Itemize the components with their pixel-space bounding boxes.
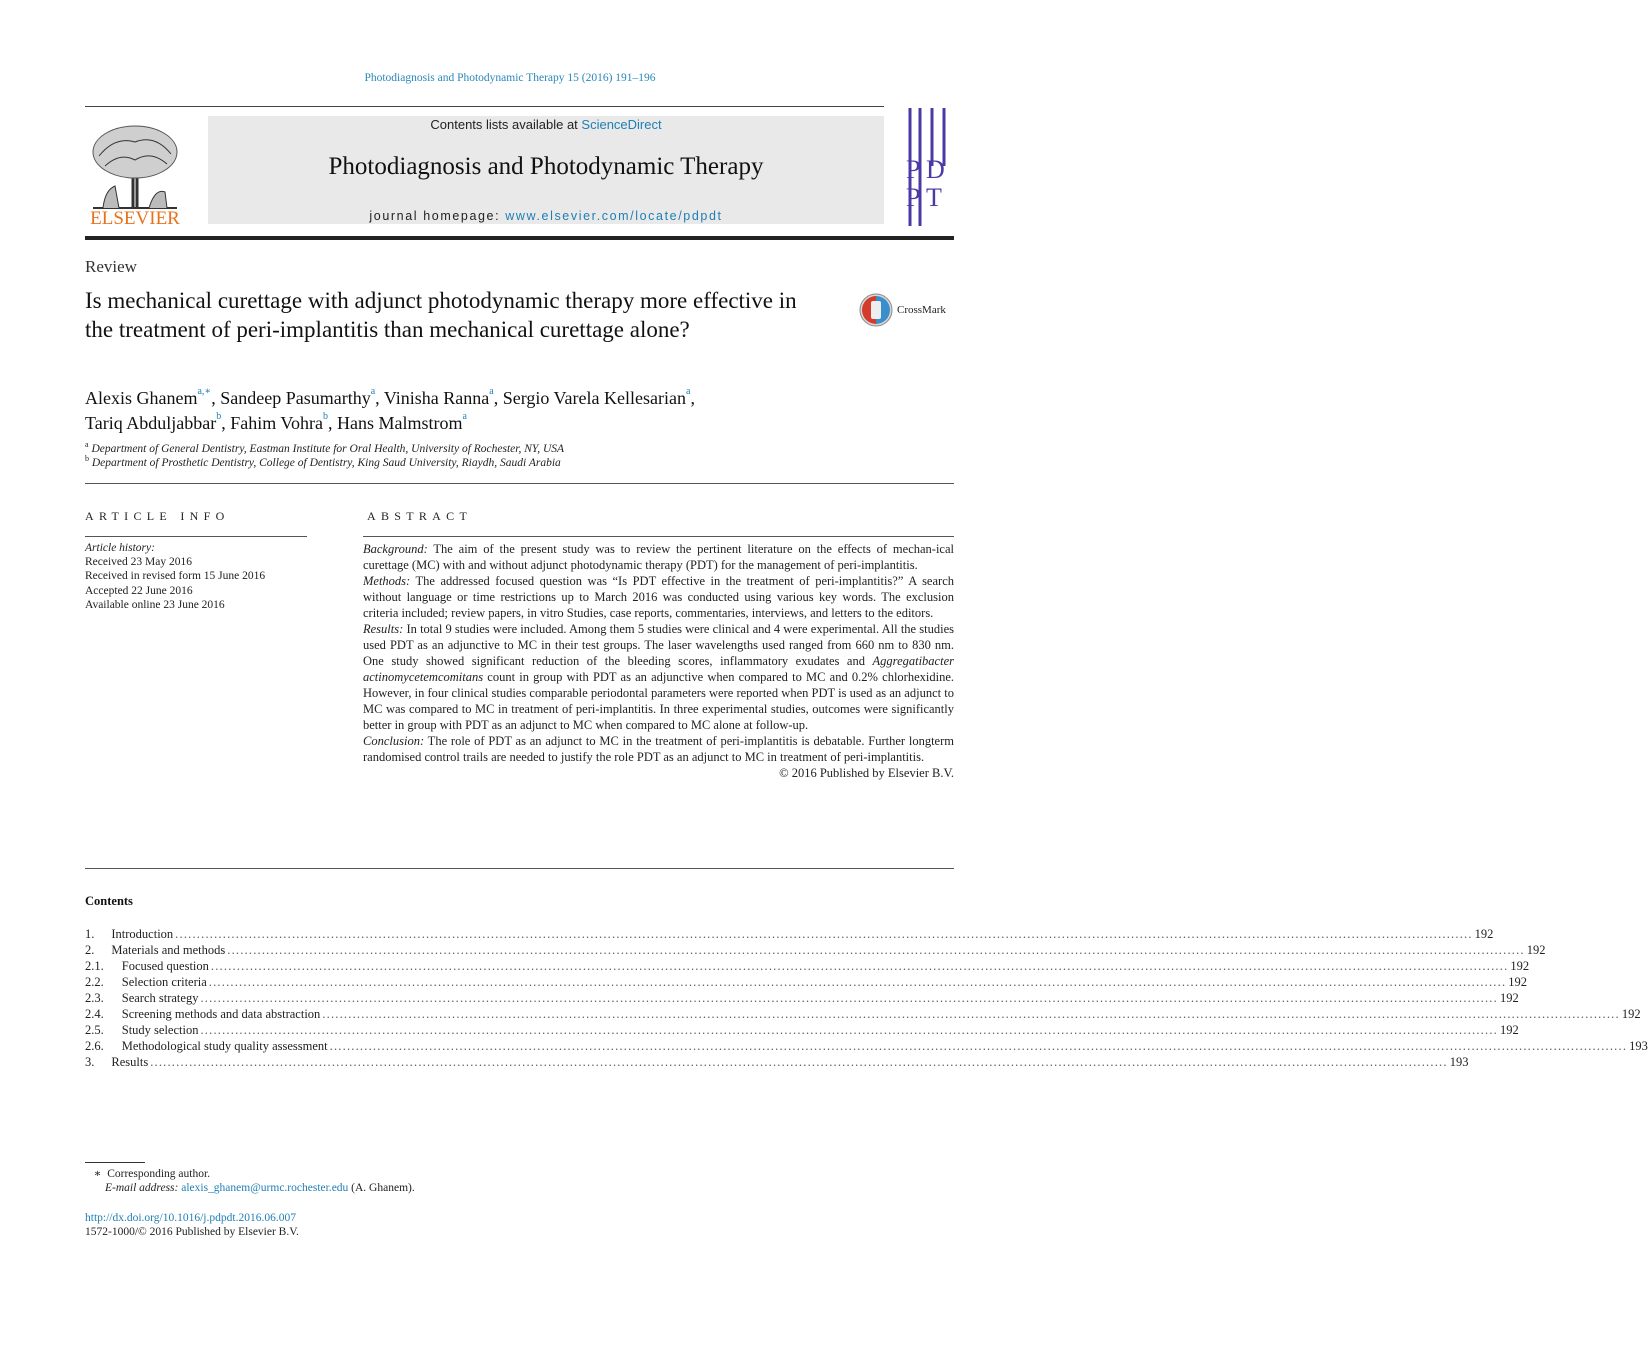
toc-entry[interactable]: 3. Results ............................................................................................................................................................................................................................................................................................................ 193 bbox=[85, 1055, 1469, 1069]
abstract-body bbox=[363, 541, 954, 781]
contents-availability bbox=[208, 117, 884, 132]
elsevier-wordmark: ELSEVIER bbox=[90, 208, 180, 229]
affiliation-b: $^b$ Department of Prosthetic Dentistry, College of Dentistry, King Saud University, Riaydh, Saudi Arabia bbox=[85, 454, 561, 469]
article-title: Is mechanical curettage with adjunct photodynamic therapy more effective in the treatment of peri-implantitis than mechanical curettage alone? bbox=[85, 288, 797, 342]
header-rule bbox=[85, 106, 884, 107]
contents-rule bbox=[85, 868, 954, 869]
table-of-contents bbox=[85, 926, 1648, 1070]
author-4[interactable]: Sergio Varela Kellesarian$^a$, bbox=[502, 386, 695, 408]
author-5[interactable]: Tariq Abduljabbar$^b$, bbox=[85, 411, 231, 433]
elsevier-logo[interactable] bbox=[85, 116, 185, 229]
toc-entry[interactable]: 2.6. Methodological study quality assessment ............................................................................................................................................................................................................................................................................................................ 193 bbox=[85, 1039, 1648, 1053]
email-footnote: E-mail address: alexis_ghanem@urmc.rochester.edu (A. Ghanem). bbox=[105, 1182, 415, 1194]
article-info-rule bbox=[85, 536, 307, 537]
article-history bbox=[85, 541, 315, 612]
history-received: Received 23 May 2016 bbox=[85, 556, 192, 569]
crossmark-badge[interactable] bbox=[858, 290, 958, 330]
toc-entry[interactable]: 2. Materials and methods ............................................................................................................................................................................................................................................................................................................ 192 bbox=[85, 943, 1546, 957]
author-7[interactable]: Hans Malmstrom$^a$ bbox=[337, 411, 467, 433]
crossmark-icon bbox=[858, 292, 894, 328]
doi-link[interactable]: http://dx.doi.org/10.1016/j.pdpdt.2016.06.007 bbox=[85, 1212, 296, 1224]
header-thick-rule bbox=[85, 236, 954, 240]
email-link[interactable]: alexis_ghanem@urmc.rochester.edu bbox=[181, 1182, 349, 1194]
section-rule bbox=[85, 483, 954, 484]
toc-leader: ............................................................................................................................................................................................................................................................................................................ bbox=[200, 991, 1498, 1005]
toc-leader: ............................................................................................................................................................................................................................................................................................................ bbox=[227, 943, 1525, 957]
toc-leader: ............................................................................................................................................................................................................................................................................................................ bbox=[150, 1055, 1448, 1069]
toc-entry[interactable]: 2.3. Search strategy ............................................................................................................................................................................................................................................................................................................ 192 bbox=[85, 991, 1519, 1005]
pdpt-letter-1: P bbox=[906, 155, 921, 184]
issn-line: 1572-1000/© 2016 Published by Elsevier B.V. bbox=[85, 1226, 299, 1238]
history-revised: Received in revised form 15 June 2016 bbox=[85, 570, 266, 583]
journal-name: Photodiagnosis and Photodynamic Therapy bbox=[328, 153, 764, 180]
toc-entry[interactable]: 2.2. Selection criteria ............................................................................................................................................................................................................................................................................................................ 192 bbox=[85, 975, 1528, 989]
abstract-results: Results: In total 9 studies were included. Among them 5 studies were clinical and 4 were experimental. All the studies used PDT as an adjunctive to MC in their test groups. The laser wavelengths used ranged from 660 nm to 830 nm. One study showed significant reduction of the bleeding scores, inflammatory exudates and Aggregatibacter actinomycetemcomitans count in group with PDT as an adjunctive when compared to MC and 0.2% chlorhexidine. However, in four clinical studies comparable periodontal parameters were reported when PDT is used as an adjunct to MC was compared to MC in treatment of peri-implantitis. In three experimental studies, outcomes were significantly better in group with PDT as an adjunct to MC when compared to MC alone at follow-up. bbox=[363, 622, 954, 732]
toc-leader: ............................................................................................................................................................................................................................................................................................................ bbox=[210, 959, 1509, 973]
article-type: Review bbox=[85, 257, 137, 276]
author-3[interactable]: Vinisha Ranna$^a$, bbox=[383, 386, 503, 408]
contents-title: Contents bbox=[85, 894, 133, 908]
corresponding-author-note: ∗ Corresponding author. bbox=[93, 1168, 211, 1180]
pdpt-letter-3: P bbox=[906, 183, 921, 212]
homepage-link[interactable]: www.elsevier.com/locate/pdpdt bbox=[505, 209, 723, 223]
abstract-copyright: © 2016 Published by Elsevier B.V. bbox=[779, 766, 954, 780]
homepage-prefix: journal homepage: bbox=[369, 209, 506, 223]
abstract-heading: ABSTRACT bbox=[367, 509, 473, 523]
toc-entry[interactable]: 2.4. Screening methods and data abstraction ............................................................................................................................................................................................................................................................................................................ 192 bbox=[85, 1007, 1641, 1021]
sciencedirect-link[interactable]: ScienceDirect bbox=[581, 117, 662, 132]
affiliation-a: $^a$ Department of General Dentistry, Eastman Institute for Oral Health, University of Rochester, NY, USA bbox=[85, 440, 565, 455]
author-list bbox=[85, 384, 845, 434]
history-label: Article history: bbox=[85, 542, 155, 554]
abstract-background: Background: The aim of the present study was to review the pertinent literature on the effects of mechan-ical curettage (MC) with and without adjunct photodynamic therapy (PDT) for the management of peri-implantitis. bbox=[363, 542, 954, 572]
history-online: Available online 23 June 2016 bbox=[85, 598, 225, 611]
abstract-conclusion: Conclusion: The role of PDT as an adjunct to MC in the treatment of peri-implantitis is debatable. Further longterm randomised control trails are needed to justify the role PDT as an adjunct to MC in treatment of peri-implantitis. bbox=[363, 734, 954, 764]
toc-entry[interactable]: 1. Introduction ............................................................................................................................................................................................................................................................................................................ 192 bbox=[85, 927, 1494, 941]
crossmark-label: CrossMark bbox=[897, 304, 946, 316]
toc-entry[interactable]: 2.5. Study selection ............................................................................................................................................................................................................................................................................................................ 192 bbox=[85, 1023, 1519, 1037]
toc-entry[interactable]: 2.1. Focused question ............................................................................................................................................................................................................................................................................................................ 192 bbox=[85, 959, 1530, 973]
history-accepted: Accepted 22 June 2016 bbox=[85, 584, 193, 597]
journal-reference[interactable]: Photodiagnosis and Photodynamic Therapy 15 (2016) 191–196 bbox=[364, 72, 656, 84]
toc-leader: ............................................................................................................................................................................................................................................................................................................ bbox=[329, 1039, 1628, 1053]
author-2[interactable]: Sandeep Pasumarthy$^a$, bbox=[220, 386, 384, 408]
pdpt-letter-2: D bbox=[926, 155, 945, 184]
journal-homepage bbox=[208, 209, 884, 223]
toc-leader: ............................................................................................................................................................................................................................................................................................................ bbox=[200, 1023, 1498, 1037]
toc-leader: ............................................................................................................................................................................................................................................................................................................ bbox=[208, 975, 1507, 989]
author-1[interactable]: Alexis Ghanem$^{a,∗}$, bbox=[85, 386, 221, 408]
article-info-heading: ARTICLE INFO bbox=[85, 509, 230, 523]
pdpt-journal-logo bbox=[900, 106, 960, 228]
toc-leader: ............................................................................................................................................................................................................................................................................................................ bbox=[175, 927, 1473, 941]
abstract-rule bbox=[363, 536, 954, 537]
elsevier-tree-icon bbox=[93, 126, 177, 208]
pdpt-letter-4: T bbox=[926, 183, 942, 212]
footnote-rule bbox=[85, 1162, 145, 1163]
toc-leader: ............................................................................................................................................................................................................................................................................................................ bbox=[322, 1007, 1620, 1021]
author-6[interactable]: Fahim Vohra$^b$, bbox=[230, 411, 338, 433]
abstract-methods: Methods: The addressed focused question was “Is PDT effective in the treatment of peri-implantitis?” A search without language or time restrictions up to March 2016 was conducted using various key words. The exclusion criteria included; review papers, in vitro Studies, case reports, commentaries, interviews, and letters to the editors. bbox=[363, 574, 954, 620]
contents-prefix: Contents lists available at bbox=[430, 117, 582, 132]
